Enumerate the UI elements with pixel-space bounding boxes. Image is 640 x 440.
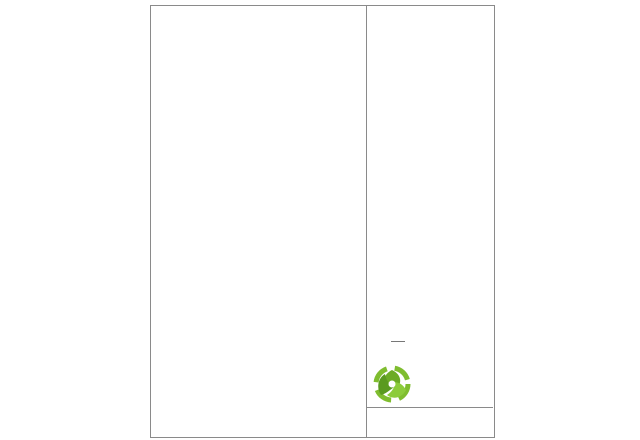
legend-gamma-line: [391, 341, 405, 342]
atha-logo-icon: [373, 365, 411, 403]
